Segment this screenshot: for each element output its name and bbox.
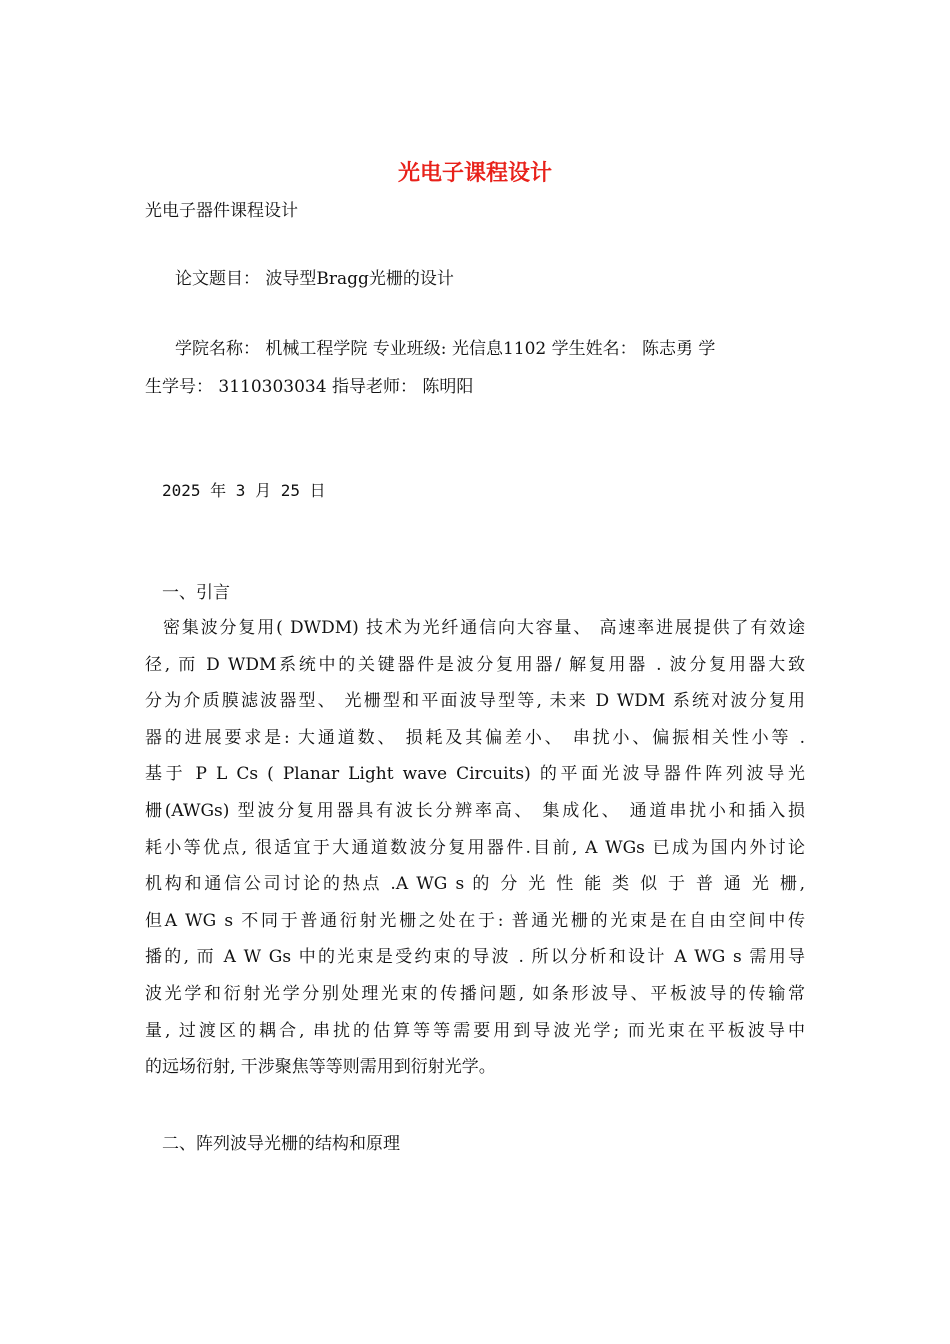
- section-heading-introduction: 一、引言: [162, 583, 230, 603]
- course-subtitle: 光电子器件课程设计: [145, 201, 298, 221]
- student-info-line-1: 学院名称： 机械工程学院 专业班级: 光信息1102 学生姓名： 陈志勇 学: [175, 339, 716, 359]
- document-title: 光电子课程设计: [397, 160, 552, 186]
- introduction-paragraph: [145, 610, 805, 1086]
- paragraph-line: 器的进展要求是: 大通道数、 损耗及其偏差小、 串扰小、偏振相关性小等 .: [145, 727, 805, 748]
- paragraph-line: 耗小等优点, 很适宜于大通道数波分复用器件.目前, A WGs 已成为国内外讨论: [145, 837, 805, 858]
- paragraph-line: 机构和通信公司讨论的热点 .A WG s 的 分 光 性 能 类 似 于 普 通 光 栅,: [145, 874, 805, 895]
- paragraph-line: 播的, 而 A W Gs 中的光束是受约束的导波 . 所以分析和设计 A WG s 需用导: [145, 947, 805, 968]
- section-heading-awg-structure: 二、阵列波导光栅的结构和原理: [162, 1134, 400, 1154]
- paragraph-line: 波光学和衍射光学分别处理光束的传播问题, 如条形波导、平板波导的传输常: [145, 983, 805, 1004]
- paragraph-line: 的远场衍射, 干涉聚焦等等则需用到衍射光学。: [145, 1057, 496, 1078]
- paragraph-line: 但A WG s 不同于普通衍射光栅之处在于: 普通光栅的光束是在自由空间中传: [145, 910, 805, 931]
- paragraph-line: 分为介质膜滤波器型、 光栅型和平面波导型等, 未来 D WDM 系统对波分复用: [145, 691, 805, 712]
- paragraph-line: 量, 过渡区的耦合, 串扰的估算等等需要用到导波光学; 而光束在平板波导中: [145, 1020, 805, 1041]
- paragraph-line: 径, 而 D WDM系统中的关键器件是波分复用器/ 解复用器 . 波分复用器大致: [145, 654, 805, 675]
- paragraph-line: 基于 P L Cs ( Planar Light wave Circuits) 的平面光波导器件阵列波导光: [145, 764, 805, 785]
- student-info-line-2: 生学号： 3110303034 指导老师： 陈明阳: [145, 377, 474, 397]
- paragraph-line: 栅(AWGs) 型波分复用器具有波长分辨率高、 集成化、 通道串扰小和插入损: [145, 800, 805, 821]
- document-date: 2025 年 3 月 25 日: [162, 481, 326, 500]
- paragraph-line: 密集波分复用( DWDM) 技术为光纤通信向大容量、 高速率进展提供了有效途: [163, 618, 805, 638]
- thesis-title-line: 论文题目： 波导型Bragg光栅的设计: [175, 269, 454, 289]
